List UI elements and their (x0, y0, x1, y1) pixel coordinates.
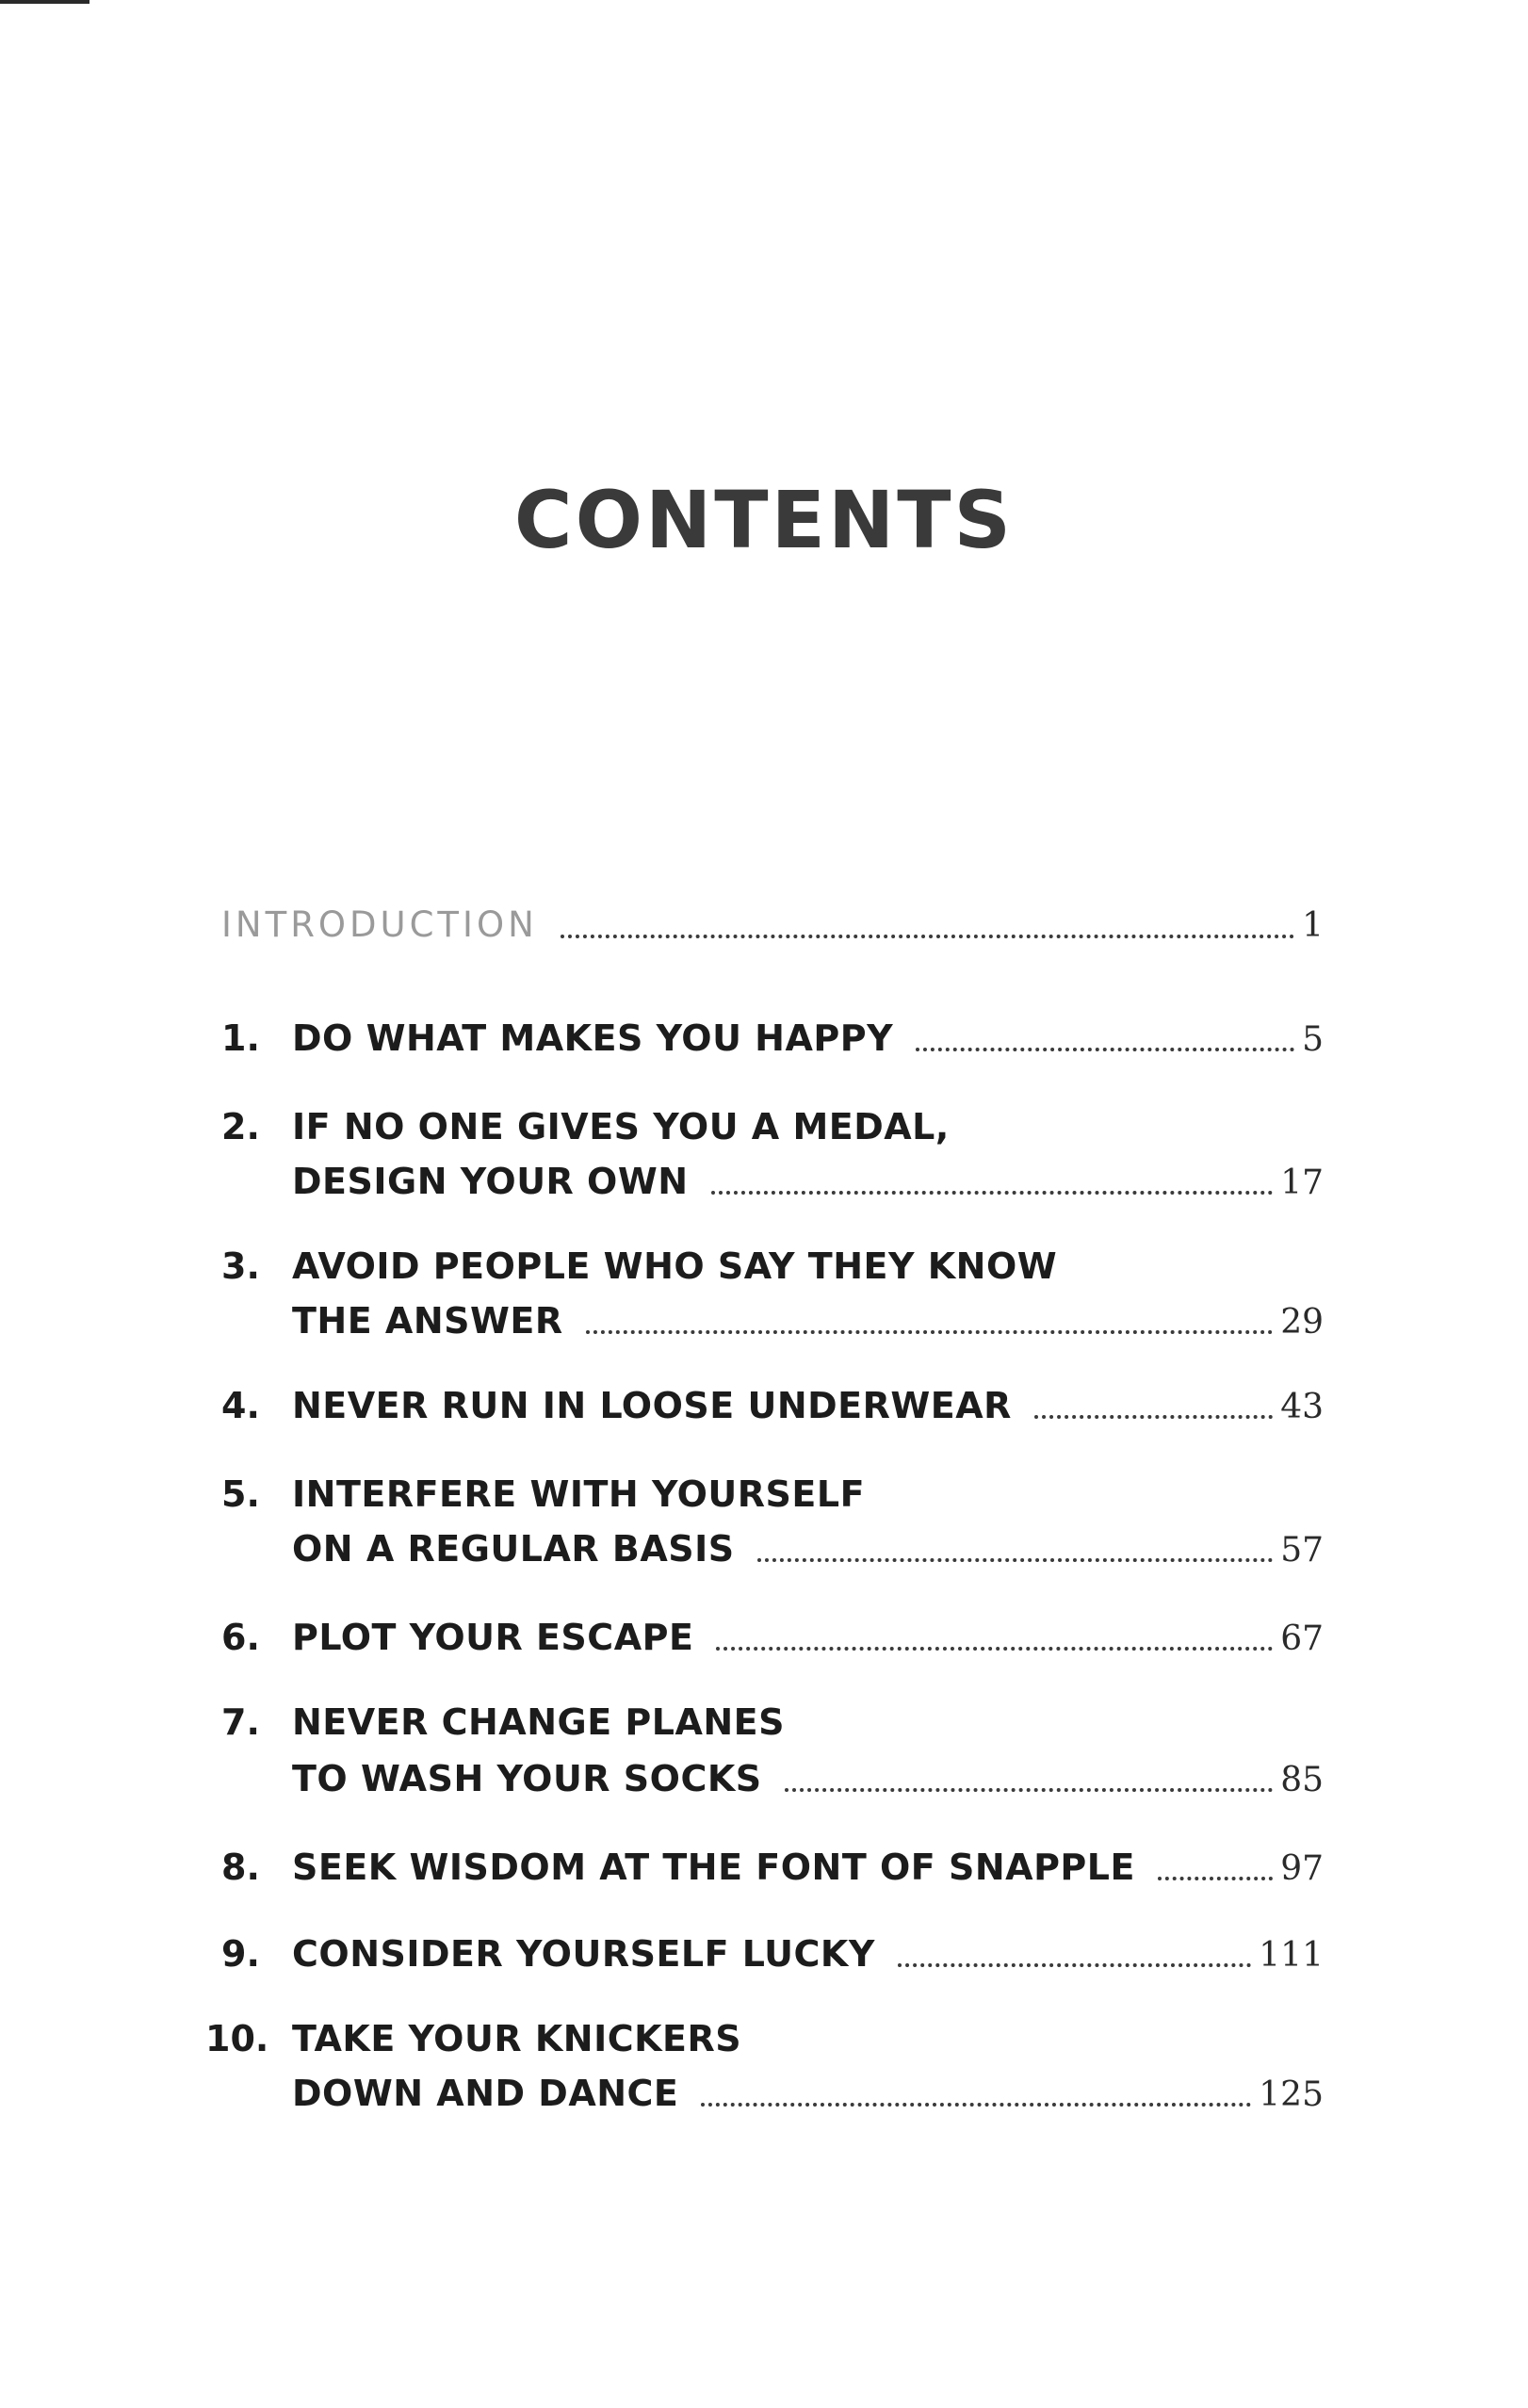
chapter-number: 3. (221, 1245, 260, 1287)
chapter-number: 2. (221, 1106, 260, 1147)
page-number: 43 (1280, 1388, 1324, 1426)
toc-entry-chapter-3-line-1[interactable] (292, 1242, 1057, 1291)
chapter-number: 7. (221, 1701, 260, 1743)
chapter-number: 1. (221, 1017, 260, 1059)
entry-title: DESIGN YOUR OWN (292, 1161, 689, 1202)
toc-entry-introduction[interactable] (221, 901, 1324, 950)
dot-leader (1158, 1877, 1273, 1880)
chapter-number: 6. (221, 1617, 260, 1658)
toc-entry-chapter-6[interactable] (292, 1613, 1324, 1662)
page-number: 111 (1259, 1936, 1324, 1975)
dot-leader (716, 1647, 1273, 1651)
entry-title: THE ANSWER (292, 1300, 563, 1342)
dot-leader (898, 1963, 1251, 1967)
dot-leader (757, 1558, 1274, 1562)
toc-entry-chapter-2-line-1[interactable] (292, 1102, 950, 1151)
entry-title: INTERFERE WITH YOURSELF (292, 1473, 866, 1515)
entry-title: DOWN AND DANCE (292, 2073, 679, 2114)
toc-entry-chapter-5[interactable] (292, 1524, 1324, 1573)
page-number: 125 (1259, 2075, 1324, 2114)
page-number: 97 (1280, 1849, 1324, 1888)
chapter-number: 5. (221, 1473, 260, 1515)
entry-title: PLOT YOUR ESCAPE (292, 1617, 694, 1658)
entry-title: NEVER CHANGE PLANES (292, 1701, 786, 1743)
chapter-number: 9. (221, 1933, 260, 1975)
page-number: 1 (1302, 906, 1324, 945)
entry-title: NEVER RUN IN LOOSE UNDERWEAR (292, 1385, 1012, 1426)
dot-leader (1034, 1415, 1273, 1419)
dot-leader (916, 1048, 1294, 1051)
toc-entry-chapter-8[interactable] (292, 1843, 1324, 1892)
toc-entry-chapter-10[interactable] (292, 2069, 1324, 2118)
chapter-number: 8. (221, 1847, 260, 1888)
page-number: 67 (1280, 1619, 1324, 1658)
entry-title: ON A REGULAR BASIS (292, 1528, 735, 1570)
dot-leader (785, 1788, 1274, 1792)
entry-title: INTRODUCTION (221, 904, 538, 945)
dot-leader (711, 1191, 1274, 1195)
dot-leader (561, 935, 1294, 938)
dot-leader (701, 2103, 1251, 2107)
toc-entry-chapter-5-line-1[interactable] (292, 1470, 865, 1519)
chapter-number: 10. (205, 2018, 269, 2059)
toc-entry-chapter-3[interactable] (292, 1296, 1324, 1345)
toc-entry-chapter-7[interactable] (292, 1754, 1324, 1803)
page-number: 29 (1280, 1303, 1324, 1342)
entry-title: SEEK WISDOM AT THE FONT OF SNAPPLE (292, 1847, 1135, 1888)
toc-entry-chapter-10-line-1[interactable] (292, 2014, 741, 2063)
toc-entry-chapter-2[interactable] (292, 1157, 1324, 1206)
toc-entry-chapter-1[interactable] (292, 1014, 1324, 1063)
page-number: 17 (1280, 1163, 1324, 1202)
toc-entry-chapter-4[interactable] (292, 1381, 1324, 1430)
entry-title: TAKE YOUR KNICKERS (292, 2018, 742, 2059)
entry-title: IF NO ONE GIVES YOU A MEDAL, (292, 1106, 950, 1147)
page-number: 57 (1280, 1531, 1324, 1570)
entry-title: TO WASH YOUR SOCKS (292, 1758, 762, 1799)
toc-entry-chapter-9[interactable] (292, 1929, 1324, 1978)
entry-title: DO WHAT MAKES YOU HAPPY (292, 1017, 894, 1059)
entry-title: AVOID PEOPLE WHO SAY THEY KNOW (292, 1245, 1058, 1287)
entry-title: CONSIDER YOURSELF LUCKY (292, 1933, 875, 1975)
chapter-number: 4. (221, 1385, 260, 1426)
toc-entry-chapter-7-line-1[interactable] (292, 1698, 785, 1747)
page-title: CONTENTS (513, 474, 1015, 566)
page-number: 85 (1280, 1761, 1324, 1799)
dot-leader (586, 1330, 1274, 1334)
page-number: 5 (1302, 1020, 1324, 1059)
